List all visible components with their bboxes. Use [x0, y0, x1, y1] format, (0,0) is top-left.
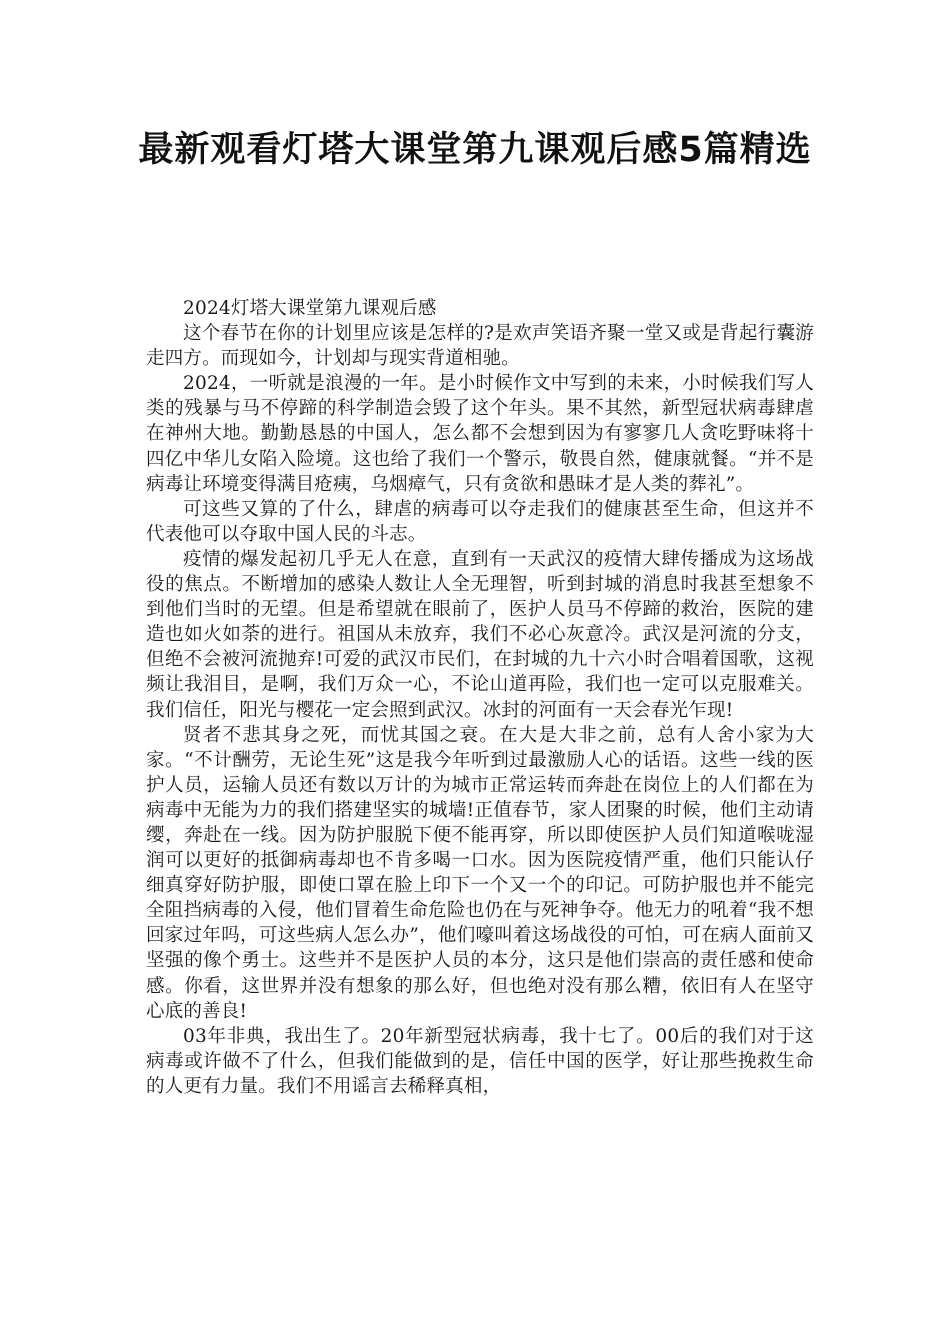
section-subtitle: 2024灯塔大课堂第九课观后感: [183, 298, 437, 319]
document-body: [146, 296, 814, 1099]
paragraph: 贤者不悲其身之死，而忧其国之衰。在大是大非之前，总有人舍小家为大家。“不计酬劳，无论生死”这是我今年听到过最激励人心的话语。这些一线的医护人员，运输人员还有数以万计的为城市正常运转而奔赴在岗位上的人们都在为病毒中无能为力的我们搭建坚实的城墙!正值春节，家人团聚的时候，他们主动请缨，奔赴在一线。因为防护服脱下便不能再穿，所以即使医护人员们知道喉咙湿润可以更好的抵御病毒却也不肯多喝一口水。因为医院疫情严重，他们只能认仔细真穿好防护服，即使口罩在脸上印下一个又一个的印记。可防护服也并不能完全阻挡病毒的入侵，他们冒着生命危险也仍在与死神争夺。他无力的吼着“我不想回家过年吗，可这些病人怎么办”，他们嚎叫着这场战役的可怕，可在病人面前又坚强的像个勇士。这些并不是医护人员的本分，这只是他们崇高的责任感和使命感。你看，这世界并没有想象的那么好，但也绝对没有那么糟，依旧有人在坚守心底的善良!: [146, 724, 814, 1022]
paragraph: 03年非典，我出生了。20年新型冠状病毒，我十七了。00后的我们对于这病毒或许做不了什么，但我们能做到的是，信任中国的医学，好让那些挽救生命的人更有力量。我们不用谣言去稀释真相，: [146, 1025, 814, 1097]
paragraph: 这个春节在你的计划里应该是怎样的?是欢声笑语齐聚一堂又或是背起行囊游走四方。而现如今，计划却与现实背道相驰。: [146, 323, 814, 370]
paragraph: 疫情的爆发起初几乎无人在意，直到有一天武汉的疫情大肆传播成为这场战役的焦点。不断增加的感染人数让人全无理智，听到封城的消息时我甚至想象不到他们当时的无望。但是希望就在眼前了，医护人员马不停蹄的救治，医院的建造也如火如荼的进行。祖国从未放弃，我们不必心灰意冷。武汉是河流的分支，但绝不会被河流抛弃!可爱的武汉市民们，在封城的九十六小时合唱着国歌，这视频让我泪目，是啊，我们万众一心，不论山道再险，我们也一定可以克服难关。我们信任，阳光与樱花一定会照到武汉。冰封的河面有一天会春光乍现!: [146, 548, 814, 721]
paragraph: 可这些又算的了什么，肆虐的病毒可以夺走我们的健康甚至生命，但这并不代表他可以夺取中国人民的斗志。: [146, 498, 814, 545]
paragraph: 2024，一听就是浪漫的一年。是小时候作文中写到的未来，小时候我们写人类的残暴与马不停蹄的科学制造会毁了这个年头。果不其然，新型冠状病毒肆虐在神州大地。勤勤恳恳的中国人，怎么都不会想到因为有寥寥几人贪吃野味将十四亿中华儿女陷入险境。这也给了我们一个警示，敬畏自然，健康就餐。“并不是病毒让环境变得满目疮痍，乌烟瘴气，只有贪欲和愚昧才是人类的葬礼”。: [146, 373, 814, 495]
document-title: 最新观看灯塔大课堂第九课观后感5篇精选: [138, 130, 812, 170]
